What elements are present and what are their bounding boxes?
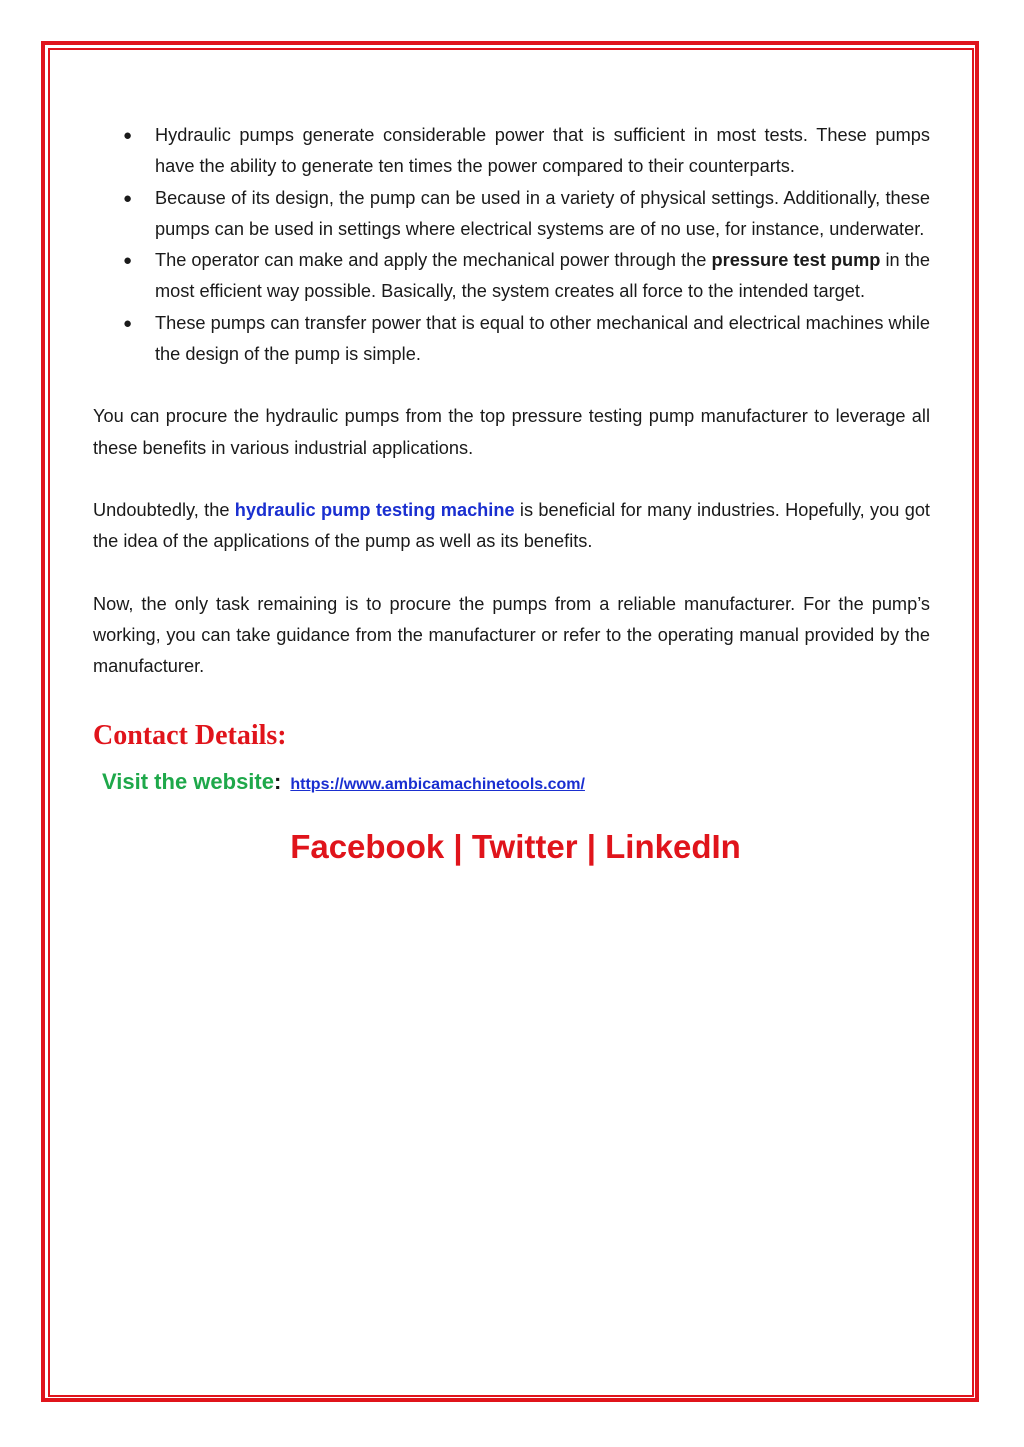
contact-heading: Contact Details: bbox=[93, 720, 287, 752]
paragraph-benefits: Undoubtedly, the hydraulic pump testing machine is beneficial for many industries. Hopefully, you got the idea of the applications of the pump as well as its benefits. bbox=[93, 499, 930, 552]
pressure-test-pump-keyword: pressure test pump bbox=[711, 250, 881, 271]
list-item bbox=[93, 245, 930, 308]
paragraph-manufacturer: Now, the only task remaining is to procure the pumps from a reliable manufacturer. For the pump’s working, you can take guidance from the manufacturer or refer to the operating manual provided by the manufacturer. bbox=[93, 593, 930, 677]
list-item bbox=[93, 120, 930, 183]
linkedin-link[interactable]: LinkedIn bbox=[605, 828, 741, 866]
bullet-icon: ● bbox=[123, 127, 133, 144]
list-item-text: Because of its design, the pump can be used in a variety of physical settings. Additionally, these pumps can be used in settings where electrical systems are of no use, for instance, underwater. bbox=[155, 187, 930, 239]
document-content bbox=[93, 120, 930, 869]
list-item-text: The operator can make and apply the mechanical power through the pressure test pump in the most efficient way possible. Basically, the system creates all force to the intended target. bbox=[155, 250, 930, 302]
website-link[interactable]: https://www.ambicamachinetools.com/ bbox=[290, 776, 585, 794]
social-separator: | bbox=[577, 828, 606, 866]
bullet-icon: ● bbox=[123, 189, 133, 207]
facebook-link[interactable]: Facebook bbox=[290, 828, 445, 866]
bullet-icon: ● bbox=[123, 252, 133, 270]
list-item bbox=[93, 308, 930, 371]
list-item bbox=[93, 183, 930, 246]
hydraulic-pump-testing-machine-link[interactable]: hydraulic pump testing machine bbox=[234, 499, 515, 520]
list-item-text: These pumps can transfer power that is equal to other mechanical and electrical machines while the design of the pump is simple. bbox=[155, 312, 930, 365]
list-item-text: Hydraulic pumps generate considerable power that is sufficient in most tests. These pumps have the ability to generate ten times the power compared to their counterparts. bbox=[155, 125, 930, 177]
paragraph-procure: You can procure the hydraulic pumps from the top pressure testing pump manufacturer to leverage all these benefits in various industrial applications. bbox=[93, 406, 930, 458]
visit-website-label: Visit the website bbox=[102, 769, 274, 795]
social-links bbox=[93, 825, 930, 869]
twitter-link[interactable]: Twitter bbox=[471, 828, 578, 866]
visit-colon: : bbox=[273, 769, 282, 795]
bullet-icon: ● bbox=[123, 314, 133, 332]
social-separator: | bbox=[444, 828, 472, 866]
visit-website-line bbox=[93, 767, 930, 800]
benefits-list bbox=[93, 120, 930, 370]
